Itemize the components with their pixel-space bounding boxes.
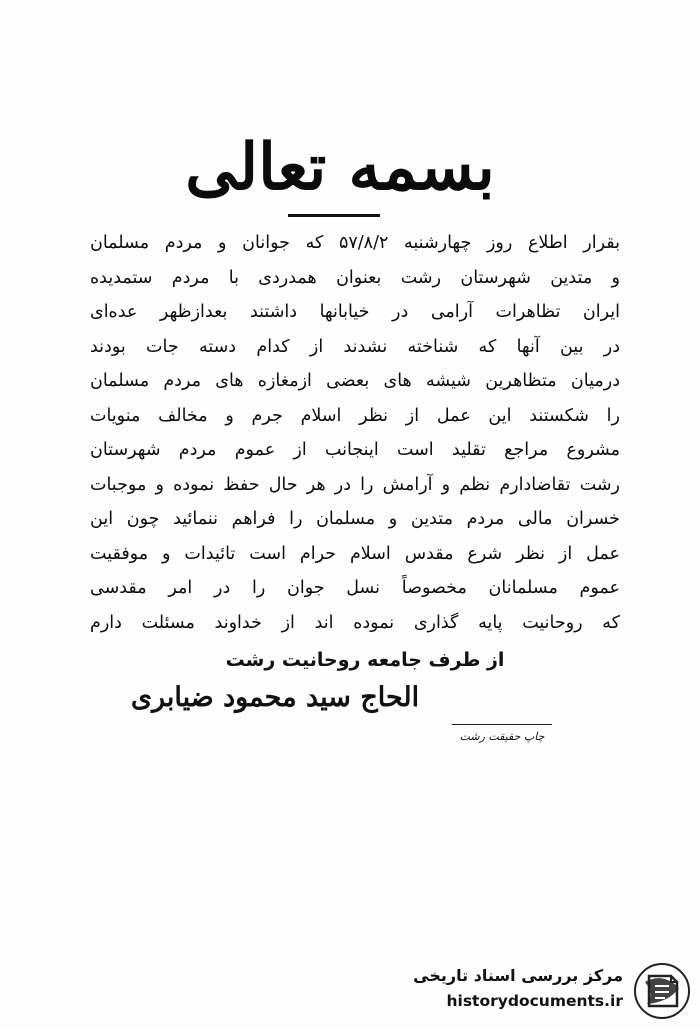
heading-underline xyxy=(288,214,380,217)
body-line: ایران تظاهرات آرامی در خیابانها داشتند بعدازظهر عده‌ای xyxy=(90,302,620,322)
body-line: رشت تقاضادارم نظم و آرامش را در هر حال حفظ نموده و موجبات xyxy=(90,474,620,495)
body-line: بقرار اطلاع روز چهارشنبه ۵۷/۸/۲ که جوانان و مردم مسلمان xyxy=(90,233,620,253)
signature-organization: از طرف جامعه روحانیت رشت xyxy=(225,649,505,671)
document-heading: بسمه تعالی xyxy=(185,130,495,205)
watermark-url: historydocuments.ir xyxy=(446,992,623,1010)
body-line: و متدین شهرستان رشت بعنوان همدردی با مردم ستمدیده xyxy=(90,267,620,288)
print-note: چاپ حقیقت رشت xyxy=(459,730,545,743)
body-line: را شکستند این عمل از نظر اسلام جرم و مخالف منویات xyxy=(90,405,620,426)
body-line: عموم مسلمانان مخصوصاً نسل جوان را در امر مقدسی xyxy=(90,578,620,598)
body-line: در بین آنها که شناخته نشدند از کدام دسته جات بودند xyxy=(90,336,620,357)
signature-name: الحاج سید محمود ضیابری xyxy=(130,682,420,713)
body-line: درمیان متظاهرین شیشه های بعضی ازمغازه های مردم مسلمان xyxy=(90,371,620,391)
document-body xyxy=(90,226,620,640)
print-note-rule xyxy=(452,724,552,725)
body-line: خسران مالی مردم متدین و مسلمان را فراهم ننمائید چون این xyxy=(90,509,620,529)
watermark xyxy=(405,958,695,1026)
watermark-title: مرکز بررسی اسناد تاریخی xyxy=(413,966,623,985)
body-line: که روحانیت پایه گذاری نموده اند از خداوند مسئلت دارم xyxy=(90,612,620,633)
document-archive-logo-icon xyxy=(633,962,691,1020)
body-line: مشروع مراجع تقلید است اینجانب از عموم مردم شهرستان xyxy=(90,440,620,460)
body-line: عمل از نظر شرع مقدس اسلام حرام است تائیدات و موفقیت xyxy=(90,543,620,564)
